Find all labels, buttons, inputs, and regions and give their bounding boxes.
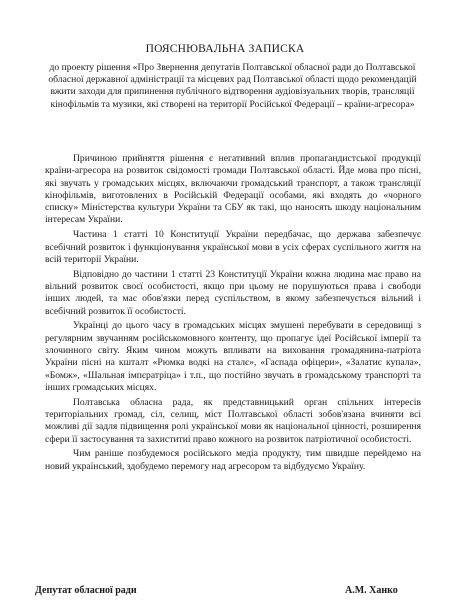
document-subtitle: до проекту рішення «Про Звернення депутатів Полтавської обласної ради до Полтавської обласної державної адміністрації та місцевих рад Полтавської області щодо рекомендацій вжити заходи для припинення публічного відтворення аудіовізуальних творів, трансляції кінофільмів та музики, які створені на території Російської Федерації – країни-агресора» xyxy=(48,62,417,110)
paragraph: Причиною прийняття рішення є негативний вплив пропагандистської продукції країни-агресора на розвиток свідомості громади Полтавської області. Йде мова про пісні, які звучать у громадських місцях, включаючи громадський транспорт, а також трансляції кінофільмів, виготовлених в Російській Федерації особами, які входять до «чорного списку» Міністерства культури України та СБУ як такі, що наносять шкоду національним інтересам України. xyxy=(45,153,421,226)
paragraph: Відповідно до частини 1 статті 23 Конституції України кожна людина має право на вільний розвиток своєї особистості, якщо при цьому не порушуються права і свободи інших людей, та має обов'язки перед суспільством, в якому забезпечується вільний і всебічний розвиток її особистості. xyxy=(45,268,421,317)
document-body xyxy=(45,153,421,475)
signature-name: А.М. Ханко xyxy=(345,585,398,596)
signature-position: Депутат обласної ради xyxy=(35,585,137,596)
document-title: ПОЯСНЮВАЛЬНА ЗАПИСКА xyxy=(145,43,305,55)
paragraph: Чим раніше позбудемося російського медіа продукту, тим швидше перейдемо на новий український, здобудемо перемогу над агресором та відбудуємо Україну. xyxy=(45,448,421,472)
paragraph: Полтавська обласна рада, як представницький орган спільних інтересів територіальних громад, сіл, селищ, міст Полтавської області зобов'язана вчиняти всі можливі дії задля підвищення ролі української мови як національної цінності, розширення сфери її застосування та захиститиі право кожного на розвиток патріотичної особистості. xyxy=(45,396,421,445)
paragraph: Частина 1 статті 10 Конституції України передбачає, що держава забезпечує всебічний розвиток і функціонування української мови в усіх сферах суспільного життя на всій території України. xyxy=(45,229,421,265)
paragraph: Українці до цього часу в громадських місцях змушені перебувати в середовищі з регулярним звучанням російськомовного контенту, що пропагує ідеї Російської імперії та злочинного світу. Яким чином можуть впливати на виховання громадянина-патріота України пісні на кшталт «Рюмка водкі на сталє», «Гаспада офіцери», «Залатиє купала», «Бомж», «Шальная імпєратріца» і т.п., що постійно звучать в громадському транспорті та інших громадських місцях. xyxy=(45,320,421,393)
